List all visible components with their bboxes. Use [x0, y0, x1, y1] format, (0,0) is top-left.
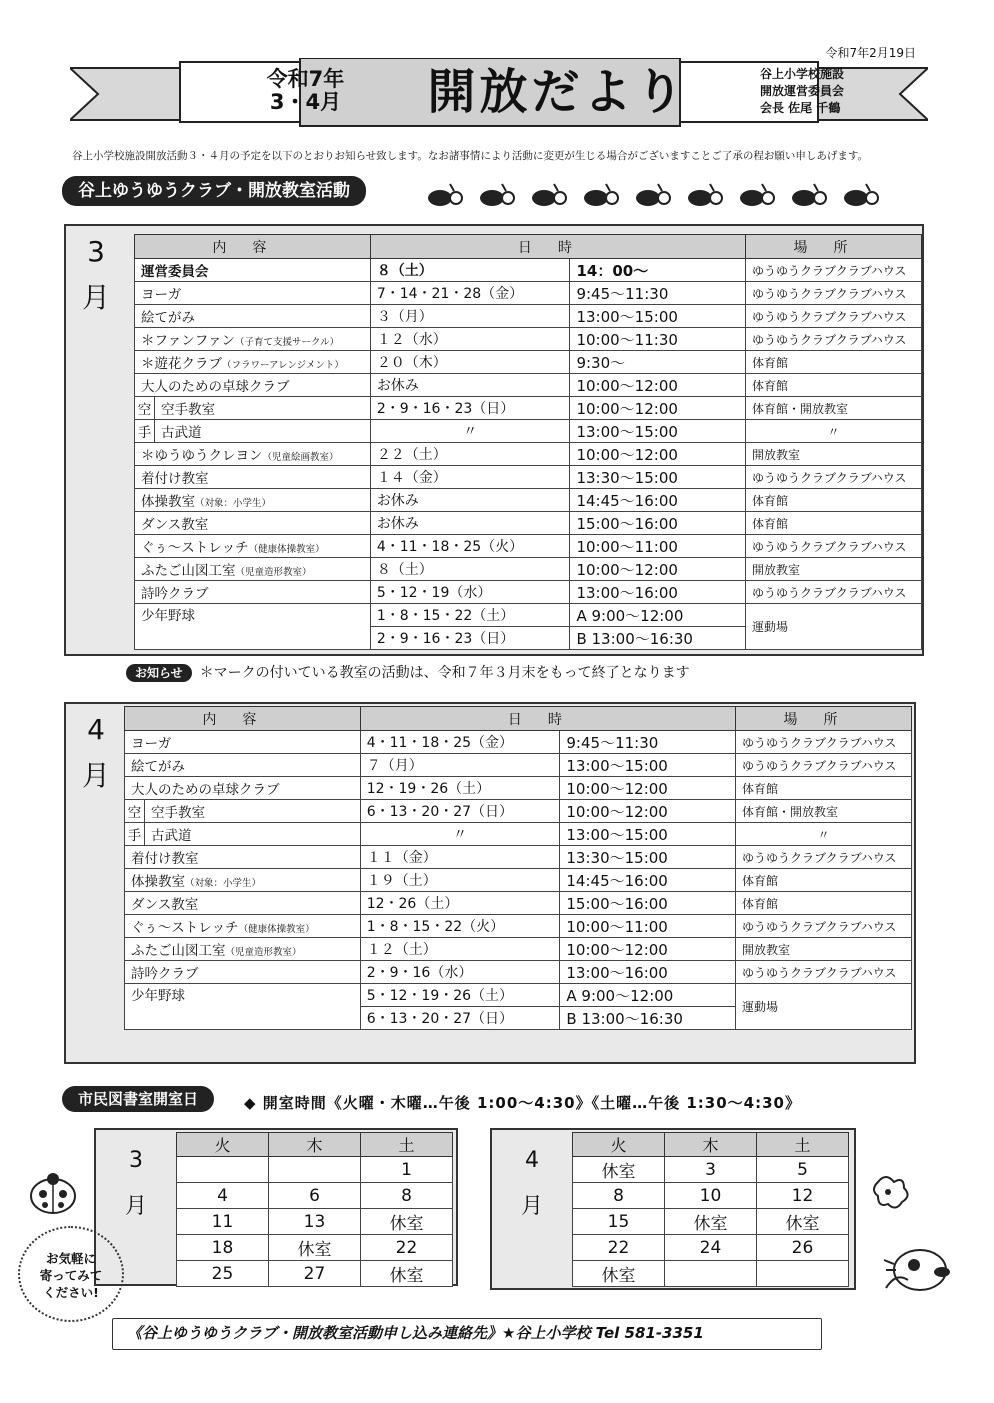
activity-name: 詩吟クラブ: [125, 961, 361, 984]
activity-place: 体育館: [746, 351, 922, 374]
activity-time: 10:00～12:00: [560, 800, 736, 823]
table-row: [573, 1209, 849, 1235]
activity-name-cell: [125, 938, 361, 961]
activity-date: ３（月）: [370, 305, 570, 328]
activity-date: １９（土）: [360, 869, 560, 892]
activity-name: ＊ゆうゆうクレヨン: [141, 448, 263, 464]
activity-place: ゆうゆうクラブクラブハウス: [736, 754, 912, 777]
activity-place: ゆうゆうクラブクラブハウス: [746, 305, 922, 328]
table-row: [177, 1235, 453, 1261]
day-cell: [665, 1261, 757, 1287]
activity-date: お休み: [370, 489, 570, 512]
activity-name-cell: [125, 915, 361, 938]
day-cell: 休室: [573, 1261, 665, 1287]
bug-decoration-icon: [420, 180, 920, 210]
activity-place: ゆうゆうクラブクラブハウス: [736, 846, 912, 869]
contact-info: 《谷上ゆうゆうクラブ・開放教室活動申し込み連絡先》★谷上小学校 Tel 581-3351: [112, 1318, 822, 1350]
activity-time: 10:00～12:00: [560, 938, 736, 961]
activity-time: 13:30～15:00: [570, 466, 746, 489]
activity-date: 1・8・15・22（火）: [360, 915, 560, 938]
bubble-line-3: ください!: [43, 1285, 99, 1300]
activity-place: 運動場: [746, 604, 922, 650]
activity-date: ２２（土）: [370, 443, 570, 466]
activity-date: 2・9・16・23（日）: [370, 627, 570, 650]
activity-name-cell: [135, 558, 371, 581]
library-april-calendar: [490, 1128, 856, 1290]
day-cell: 1: [361, 1157, 453, 1183]
issue-year: 令和7年: [266, 67, 345, 91]
activity-date: 4・11・18・25（金）: [360, 731, 560, 754]
header-banner: [70, 58, 928, 128]
activity-place: ゆうゆうクラブクラブハウス: [746, 259, 922, 282]
library-march-month-label: [96, 1130, 176, 1230]
table-row: [177, 1209, 453, 1235]
month-char: 月: [81, 759, 110, 792]
activity-place: 体育館: [746, 489, 922, 512]
header-place: 場所: [746, 235, 922, 259]
activity-name: 着付け教室: [135, 466, 371, 489]
activity-name: 少年野球: [125, 984, 361, 1030]
activity-place: 体育館・開放教室: [746, 397, 922, 420]
table-row: [135, 397, 922, 420]
activity-name: 古武道: [144, 823, 360, 846]
org-line-2: 開放運営委員会: [760, 84, 845, 98]
activity-note: （対象：小学生）: [195, 498, 272, 509]
activity-date: 1・8・15・22（土）: [370, 604, 570, 627]
activity-note: （フラワーアレンジメント）: [222, 360, 344, 371]
activity-name: 体操教室: [141, 494, 195, 510]
activity-place: ゆうゆうクラブクラブハウス: [736, 961, 912, 984]
day-cell: 8: [573, 1183, 665, 1209]
ladybug-icon: [26, 1168, 80, 1216]
activity-name: ＊遊花クラブ: [141, 356, 222, 372]
table-row: [135, 466, 922, 489]
table-row: [573, 1157, 849, 1183]
april-schedule: [64, 702, 916, 1064]
activity-note: （児童造形教室）: [225, 947, 302, 958]
table-row: [135, 374, 922, 397]
activity-date: 2・9・16・23（日）: [370, 397, 570, 420]
day-cell: 22: [361, 1235, 453, 1261]
activity-time: 13:30～15:00: [560, 846, 736, 869]
activity-name: ダンス教室: [135, 512, 371, 535]
day-cell: 26: [757, 1235, 849, 1261]
activity-name-cell: [135, 328, 371, 351]
activity-date: ２０（木）: [370, 351, 570, 374]
day-cell: [757, 1261, 849, 1287]
activity-time: 10:00～12:00: [570, 374, 746, 397]
day-cell: 11: [177, 1209, 269, 1235]
activity-time: 10:00～11:00: [570, 535, 746, 558]
activity-name: 大人のための卓球クラブ: [135, 374, 371, 397]
bubble-line-1: お気軽に: [45, 1251, 96, 1266]
table-row: [135, 512, 922, 535]
table-row: [125, 731, 912, 754]
header-content: 内容: [135, 235, 371, 259]
weekday-header-row: [573, 1133, 849, 1157]
header-datetime: 日時: [360, 707, 735, 731]
activity-place: 体育館: [736, 869, 912, 892]
table-row: [135, 328, 922, 351]
mole-and-flower-icon: [868, 1170, 958, 1300]
activity-date: １２（土）: [360, 938, 560, 961]
activity-name: 絵てがみ: [135, 305, 371, 328]
month-char: 月: [124, 1194, 147, 1219]
activity-date: １２（水）: [370, 328, 570, 351]
activity-time: 14:45～16:00: [570, 489, 746, 512]
day-cell: 休室: [361, 1209, 453, 1235]
newsletter-title: 開放だより: [427, 64, 688, 120]
activity-place: 〃: [746, 420, 922, 443]
library-april-month-label: [492, 1130, 572, 1230]
activity-time: 14：00～: [570, 259, 746, 282]
month-char: 月: [520, 1194, 543, 1219]
notice-text: ＊マークの付いている教室の活動は、令和７年３月末をもって終了となります: [199, 665, 690, 681]
karate-sub-label: 手: [125, 823, 145, 846]
table-row: [135, 489, 922, 512]
activity-time: 13:00～15:00: [570, 420, 746, 443]
day-cell: 休室: [361, 1261, 453, 1287]
activity-name-cell: [135, 489, 371, 512]
activity-date: 6・13・20・27（日）: [360, 1007, 560, 1030]
table-row: [135, 604, 922, 627]
activity-date: 〃: [360, 823, 560, 846]
table-row: [125, 754, 912, 777]
table-row: [135, 420, 922, 443]
notice-tag: お知らせ: [126, 664, 192, 682]
activity-note: （児童絵画教室）: [262, 452, 339, 463]
activity-note: （健康体操教室）: [248, 544, 325, 555]
day-cell: 休室: [573, 1157, 665, 1183]
march-month-label: [66, 226, 126, 318]
table-header-row: [135, 235, 922, 259]
library-march-calendar: [94, 1128, 458, 1286]
table-header-row: [125, 707, 912, 731]
activity-date: １４（金）: [370, 466, 570, 489]
activity-place: ゆうゆうクラブクラブハウス: [746, 581, 922, 604]
activity-place: ゆうゆうクラブクラブハウス: [736, 731, 912, 754]
activity-date: ８（土）: [370, 259, 570, 282]
month-number: 3: [87, 235, 105, 268]
activity-time: B 13:00～16:30: [570, 627, 746, 650]
weekday-header-row: [177, 1133, 453, 1157]
day-cell: [177, 1157, 269, 1183]
activity-date: 7・14・21・28（金）: [370, 282, 570, 305]
intro-text: 谷上小学校施設開放活動３・４月の予定を以下のとおりお知らせ致します。なお諸事情により活動に変更が生じる場合がございますことご了承の程お願い申しあげます。: [72, 150, 869, 162]
weekday-tue: 火: [573, 1133, 665, 1157]
activity-name: ぐぅ～ストレッチ: [131, 920, 239, 936]
activity-name-cell: [125, 869, 361, 892]
activity-time: 10:00～11:00: [560, 915, 736, 938]
karate-sub-label: 手: [135, 420, 155, 443]
org-line-3: 会長 佐尾 千鶴: [760, 101, 841, 115]
table-row: [125, 938, 912, 961]
activity-time: 10:00～11:30: [570, 328, 746, 351]
activity-time: A 9:00～12:00: [570, 604, 746, 627]
activity-name: 空手教室: [144, 800, 360, 823]
table-row: [125, 846, 912, 869]
activity-date: 2・9・16（水）: [360, 961, 560, 984]
activity-place: 体育館: [746, 512, 922, 535]
table-row: [125, 823, 912, 846]
table-row: [573, 1235, 849, 1261]
table-row: [125, 800, 912, 823]
activity-note: （子育て支援サークル）: [234, 337, 340, 348]
activity-date: 4・11・18・25（火）: [370, 535, 570, 558]
bubble-line-2: 寄ってみて: [39, 1268, 103, 1283]
april-month-label: [66, 704, 126, 796]
table-row: [177, 1183, 453, 1209]
organization: [760, 66, 844, 117]
activity-place: 〃: [736, 823, 912, 846]
activity-date: ８（土）: [370, 558, 570, 581]
month-number: 4: [87, 713, 105, 746]
activity-name: ヨーガ: [125, 731, 361, 754]
library-hours: ◆ 開室時間《火曜・木曜…午後 1:00～4:30》《土曜…午後 1:30～4:30》: [244, 1094, 801, 1112]
activity-time: 13:00～16:00: [560, 961, 736, 984]
activity-date: 5・12・19・26（土）: [360, 984, 560, 1007]
month-char: 月: [81, 281, 110, 314]
weekday-thu: 木: [269, 1133, 361, 1157]
weekday-thu: 木: [665, 1133, 757, 1157]
month-number: 3: [129, 1148, 143, 1173]
table-row: [135, 558, 922, 581]
table-row: [125, 869, 912, 892]
activity-time: 9:45～11:30: [570, 282, 746, 305]
activity-name-cell: [135, 535, 371, 558]
activity-name: 少年野球: [135, 604, 371, 650]
table-row: [125, 777, 912, 800]
table-row: [177, 1261, 453, 1287]
table-row: [177, 1157, 453, 1183]
table-row: [135, 443, 922, 466]
activity-date: 5・12・19（水）: [370, 581, 570, 604]
activity-place: ゆうゆうクラブクラブハウス: [746, 535, 922, 558]
activity-name: 詩吟クラブ: [135, 581, 371, 604]
activity-time: 10:00～12:00: [570, 397, 746, 420]
day-cell: 18: [177, 1235, 269, 1261]
activity-time: 13:00～15:00: [560, 823, 736, 846]
header-datetime: 日時: [370, 235, 745, 259]
day-cell: 8: [361, 1183, 453, 1209]
activity-time: 10:00～12:00: [570, 558, 746, 581]
activity-place: ゆうゆうクラブクラブハウス: [746, 328, 922, 351]
library-april-table: [572, 1132, 849, 1287]
march-schedule-table: [134, 234, 922, 650]
activity-name-cell: [135, 443, 371, 466]
activity-date: １１（金）: [360, 846, 560, 869]
activity-name: ふたご山図工室: [141, 563, 236, 579]
table-row: [125, 961, 912, 984]
table-row: [135, 282, 922, 305]
activity-time: 10:00～12:00: [560, 777, 736, 800]
activity-name: 運営委員会: [135, 259, 371, 282]
day-cell: 休室: [269, 1235, 361, 1261]
activity-note: （児童造形教室）: [235, 567, 312, 578]
day-cell: 15: [573, 1209, 665, 1235]
activity-name: 着付け教室: [125, 846, 361, 869]
activity-time: 13:00～15:00: [570, 305, 746, 328]
table-row: [573, 1261, 849, 1287]
issue-date: 令和7年2月19日: [825, 46, 916, 60]
activity-time: 13:00～15:00: [560, 754, 736, 777]
notice: [126, 662, 690, 682]
section-title-library: 市民図書室開室日: [62, 1086, 214, 1112]
activity-place: 開放教室: [746, 558, 922, 581]
activity-date: 6・13・20・27（日）: [360, 800, 560, 823]
activity-time: 9:30～: [570, 351, 746, 374]
table-row: [135, 305, 922, 328]
day-cell: 4: [177, 1183, 269, 1209]
activity-place: ゆうゆうクラブクラブハウス: [746, 282, 922, 305]
activity-place: 開放教室: [746, 443, 922, 466]
activity-name: ふたご山図工室: [131, 943, 226, 959]
activity-date: お休み: [370, 512, 570, 535]
weekday-sat: 土: [361, 1133, 453, 1157]
activity-place: 体育館: [746, 374, 922, 397]
section-title-activities: 谷上ゆうゆうクラブ・開放教室活動: [62, 176, 366, 206]
activity-place: 体育館・開放教室: [736, 800, 912, 823]
activity-date: お休み: [370, 374, 570, 397]
activity-date: 12・19・26（土）: [360, 777, 560, 800]
day-cell: 3: [665, 1157, 757, 1183]
activity-name: ぐぅ～ストレッチ: [141, 540, 249, 556]
activity-place: 運動場: [736, 984, 912, 1030]
activity-name: ヨーガ: [135, 282, 371, 305]
activity-name: 空手教室: [154, 397, 370, 420]
activity-place: ゆうゆうクラブクラブハウス: [746, 466, 922, 489]
speech-bubble: [18, 1226, 124, 1322]
activity-time: 15:00～16:00: [570, 512, 746, 535]
table-row: [125, 892, 912, 915]
org-line-1: 谷上小学校施設: [760, 67, 845, 81]
activity-name: ＊ファンファン: [141, 333, 235, 349]
activity-place: 開放教室: [736, 938, 912, 961]
table-row: [135, 351, 922, 374]
activity-time: 9:45～11:30: [560, 731, 736, 754]
activity-note: （健康体操教室）: [238, 924, 315, 935]
weekday-tue: 火: [177, 1133, 269, 1157]
activity-name: 大人のための卓球クラブ: [125, 777, 361, 800]
activity-date: 〃: [370, 420, 570, 443]
table-row: [573, 1183, 849, 1209]
day-cell: 12: [757, 1183, 849, 1209]
activity-time: B 13:00～16:30: [560, 1007, 736, 1030]
day-cell: 休室: [665, 1209, 757, 1235]
activity-date: 12・26（土）: [360, 892, 560, 915]
day-cell: 休室: [757, 1209, 849, 1235]
library-march-table: [176, 1132, 453, 1287]
activity-name: 絵てがみ: [125, 754, 361, 777]
activity-place: 体育館: [736, 777, 912, 800]
issue-label: [248, 68, 363, 114]
activity-place: 体育館: [736, 892, 912, 915]
table-row: [125, 984, 912, 1007]
day-cell: 6: [269, 1183, 361, 1209]
day-cell: 5: [757, 1157, 849, 1183]
activity-name: 古武道: [154, 420, 370, 443]
day-cell: [269, 1157, 361, 1183]
activity-note: （対象：小学生）: [185, 878, 262, 889]
day-cell: 27: [269, 1261, 361, 1287]
table-row: [135, 581, 922, 604]
day-cell: 25: [177, 1261, 269, 1287]
header-place: 場所: [736, 707, 912, 731]
march-schedule: [64, 224, 924, 656]
activity-name: 体操教室: [131, 874, 185, 890]
day-cell: 22: [573, 1235, 665, 1261]
karate-sub-label: 空: [125, 800, 145, 823]
day-cell: 13: [269, 1209, 361, 1235]
table-row: [135, 259, 922, 282]
issue-months: 3・4月: [269, 90, 342, 114]
weekday-sat: 土: [757, 1133, 849, 1157]
karate-sub-label: 空: [135, 397, 155, 420]
day-cell: 10: [665, 1183, 757, 1209]
activity-time: 10:00～12:00: [570, 443, 746, 466]
table-row: [125, 915, 912, 938]
day-cell: 24: [665, 1235, 757, 1261]
activity-place: ゆうゆうクラブクラブハウス: [736, 915, 912, 938]
activity-time: A 9:00～12:00: [560, 984, 736, 1007]
activity-time: 13:00～16:00: [570, 581, 746, 604]
activity-time: 15:00～16:00: [560, 892, 736, 915]
month-number: 4: [525, 1148, 539, 1173]
april-schedule-table: [124, 706, 912, 1030]
activity-date: ７（月）: [360, 754, 560, 777]
activity-name-cell: [135, 351, 371, 374]
header-content: 内容: [125, 707, 361, 731]
table-row: [135, 535, 922, 558]
activity-name: ダンス教室: [125, 892, 361, 915]
activity-time: 14:45～16:00: [560, 869, 736, 892]
